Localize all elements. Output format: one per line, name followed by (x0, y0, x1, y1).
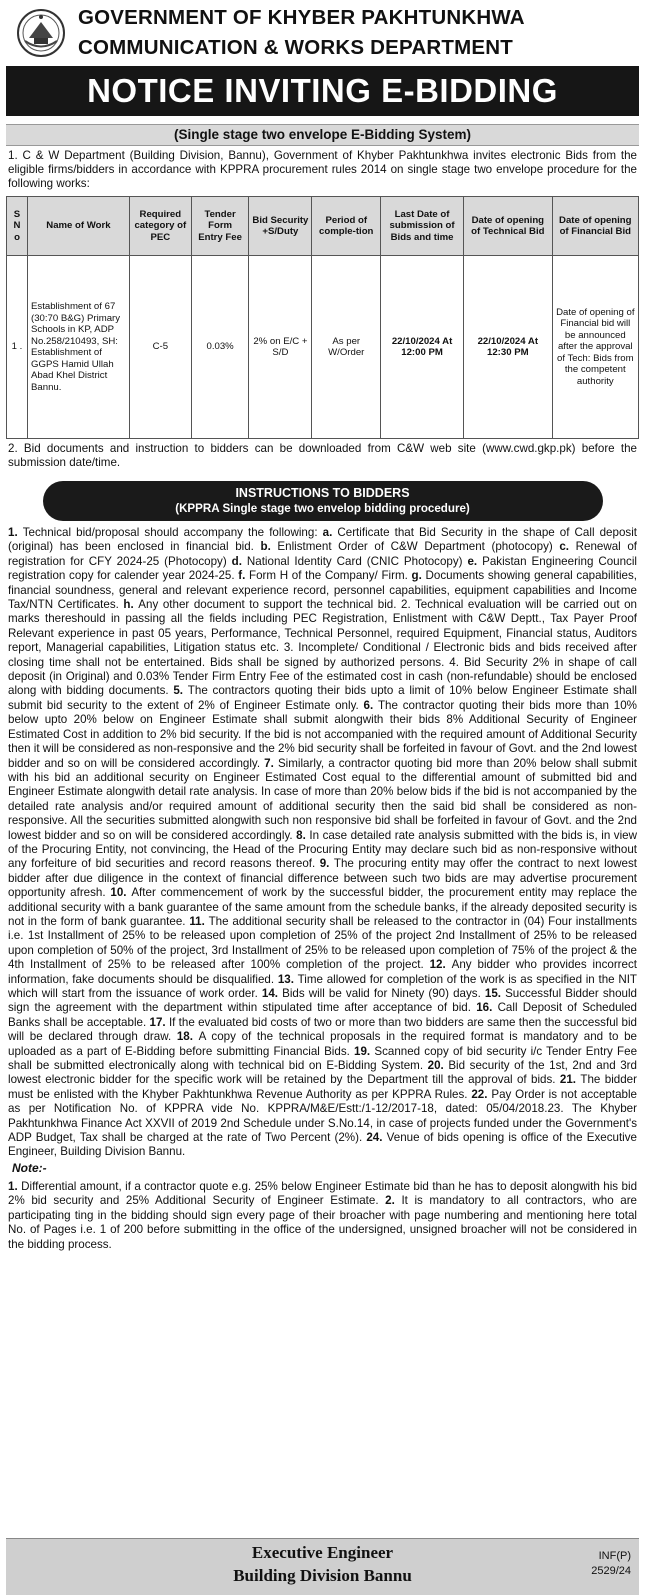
cell-bid-security: 2% on E/C + S/D (249, 256, 312, 439)
item-number: b. (260, 540, 278, 554)
header-technical-bid-date: Date of opening of Technical Bid (464, 197, 553, 256)
instructions-subtitle: (KPPRA Single stage two envelop bidding procedure) (175, 502, 470, 515)
cell-name-of-work: Establishment of 67 (30:70 B&G) Primary Schools in KP, ADP No.258/210493, SH: Establishment of GGPS Hamid Ullah Abad Khel District Bannu. (28, 256, 130, 439)
item-number: 19. (354, 1044, 375, 1058)
item-text: Any other document to support the technical bid. 2. Technical evaluation will be carried out on marks thereshould in passing all the fields including PEC Registration, Enlistment with C&W Deptt., Tax Payer Proof Relevant experience in past 05 years, Performance, Technical Personnel, required Equipment, Financial status, Auditors report, Managerial capabilities, Litigation status etc. 3. Incomplete/ Conditional / Electronic bids and bids received after closing time shall not be entertained. Bids shall be signed by authorized persons. 4. Bid Security 2% in shape of call deposit (in Original) and 0.03% Tender Firm Entry Fee of the estimated cost in cash (non-refundable) should be enclosed along with bidding documents. (8, 598, 637, 698)
note-label: Note:- (12, 1160, 47, 1175)
notice-banner: NOTICE INVITING E-BIDDING (6, 66, 639, 116)
item-number: 7. (264, 756, 278, 770)
item-text: Technical bid/proposal should accompany the following: (22, 526, 323, 539)
bidding-system-subtitle: (Single stage two envelope E-Bidding System) (6, 124, 639, 146)
item-number: 2. (385, 1194, 402, 1208)
instructions-banner (43, 481, 603, 521)
item-text: The bidder must be enlisted with the Khyber Pakhtunkhwa Revenue Authority as per KPPRA Rules. (8, 1073, 637, 1101)
item-text: Pakistan Engineering Council registration copy for calender year 2024-25. (8, 554, 638, 583)
cell-technical-bid-date: 22/10/2024 At 12:30 PM (464, 256, 553, 439)
item-text: In case detailed rate analysis submitted with the bids is, in view of the Procuring Entity, not convincing, the Head of the Procuring Entity may declare such bid as non-responsive without any forfeiture of bid securities and record reasons thereof. (8, 828, 637, 871)
item-number: c. (559, 540, 576, 554)
intro-paragraph-2: 2. Bid documents and instruction to bidders can be downloaded from C&W web site (www.cwd.gkp.pk) before the submission date/time. (8, 442, 637, 469)
item-text: Renewal of registration for CFY 2024-25 (Photocopy) (8, 540, 638, 568)
note-body (8, 1180, 637, 1252)
department-title: COMMUNICATION & WORKS DEPARTMENT (78, 36, 513, 59)
cell-last-date: 22/10/2024 At 12:00 PM (381, 256, 464, 439)
item-number: a. (322, 526, 338, 539)
item-text: After commencement of work by the successful bidder, the procurement entity may replace the additional security with a bank guarantee of the same amount from the schedule banks, if the already deposited security is not in the form of bank guarantee. (8, 886, 638, 928)
item-number: 24. (366, 1131, 387, 1145)
item-text: Venue of bids opening is office of the Executive Engineer, Building Division Bannu. (8, 1131, 637, 1159)
item-text: Successful Bidder should sign the agreement with the department within stipulated time after acceptance of bid. (8, 987, 637, 1015)
item-number: 20. (427, 1059, 449, 1073)
item-text: A copy of the technical proposals in the required format is mandatory and to be uploaded as a part of E-Bidding before submitting Financial Bids. (8, 1030, 638, 1058)
header-completion-period: Period of comple-tion (312, 197, 381, 256)
intro-paragraph-1: 1. C & W Department (Building Division, Bannu), Government of Khyber Pakhtunkhwa invites electronic Bids from the eligible firms/bidders in accordance with KPPRA procurement rules 2014 on single stage two envelope procedure for the following works: (8, 149, 637, 190)
item-number: 11. (189, 914, 209, 928)
table-header-row (7, 197, 639, 256)
header-sno: S N o (7, 197, 28, 256)
item-number: 5. (173, 684, 188, 698)
item-text: Certificate that Bid Security in the shape of Call deposit (original) has been enclosed in financial bid. (8, 526, 637, 554)
item-text: Differential amount, if a contractor quote e.g. 25% below Engineer Estimate bid than he has to deposit alongwith his bid 2% bid security and 25% Additional Security of Engineer Estimate. (8, 1179, 638, 1208)
item-text: The contractors quoting their bids upto a limit of 10% below Engineer Estimate shall submit bid security to the extent of 2% of Engineer Estimate only. (8, 684, 637, 712)
item-text: Enlistment Order of C&W Department (photocopy) (277, 540, 560, 554)
header-last-date: Last Date of submission of Bids and time (381, 197, 464, 256)
signature-footer (6, 1538, 639, 1595)
item-text: The contractor quoting their bids more than 10% below upto 20% below on Engineer Estimate shall submit alongwith their bids 8% Additional Security of Engineer Estimated Cost in addition to 2% bid security. If the bid is not accompanied with the required amount of Additional Security then it will be considered as non-responsive and the 2% bid security shall be forfeited in favour of Govt. and the 2nd lowest bidder and so on will be considered accordingly. (8, 698, 638, 770)
inf-code: INF(P) (598, 1550, 631, 1562)
instructions-body (8, 526, 637, 1160)
item-text: Documents showing general capabilities, financial soundness, general and relevant experience record, personnel capabilities, equipment capabilities and Income Tax/NTN Certificates. (8, 569, 637, 612)
item-text: Similarly, a contractor quoting bid more than 20% below shall submit with his bid an additional security on Engineer Estimated Cost equal to the differential amount of submitted bid and Engineer Estimate alongwith detail rate analysis. In case of more than 20% below bids if the bid is not accompanied by the detailed rate analysis and/or required amount of additional security then the said bid shall be considered as non-responsive. All the securities submitted alongwith such non responsive bid shall be forfeited in favour of Govt. and the 2nd lowest bidder and so on will be considered accordingly. (8, 756, 637, 842)
government-title: GOVERNMENT OF KHYBER PAKHTUNKHWA (78, 6, 525, 29)
item-text: Call Deposit of Scheduled Banks shall be acceptable. (8, 1001, 637, 1029)
item-number: 15. (484, 987, 506, 1000)
inf-reference (591, 1549, 631, 1579)
item-text: Bids will be valid for Ninety (90) days. (282, 987, 485, 1000)
inf-number: 2529/24 (591, 1565, 631, 1577)
item-text: Form H of the Company/ Firm. (249, 569, 412, 583)
header-financial-bid-date: Date of opening of Financial Bid (552, 197, 638, 256)
header-name-of-work: Name of Work (28, 197, 130, 256)
item-text: If the evaluated bid costs of two or more than two bidders are same then the successful bid will be declared through draw. (8, 1015, 637, 1044)
table-row (7, 256, 639, 439)
item-number: 12. (429, 958, 452, 972)
item-number: 18. (176, 1030, 199, 1044)
item-number: 21. (559, 1073, 581, 1087)
item-number: f. (238, 569, 250, 583)
item-number: 22. (471, 1087, 492, 1101)
item-number: 17. (149, 1015, 169, 1029)
item-number: 13. (277, 972, 298, 986)
item-number: g. (411, 569, 426, 583)
item-text: The additional security shall be released to the contractor in (04) Four installments i.e. 1st Installment of 25% to be released upon completion of 25% of the project 2nd Installment of 25% to be released upon completion of 50% of the project, 3rd Installment of 25% to be released upon completion of 75% of the project & the 4th Installment of 25% to be released after 100% completion of the project. (8, 914, 638, 972)
item-text: Time allowed for completion of the work is as specified in the NIT which will start from the issuance of work order. (8, 972, 637, 1000)
item-number: h. (123, 598, 139, 612)
item-text: Pay Order is not acceptable as per Notification No. of KPPRA vide No. KPPRA/M&E/Estt:/1-12/2017-18, dated: 05/04/2018.23. The Khyber Pakhtunkhwa Finance Act XXVII of 2019 2nd Schedule under S.No.14, in case of projects funded under the Government's ADP Budget, Tax shall be charged at the rate of Two Percent (2%). (8, 1087, 637, 1145)
signatory-office: Building Division Bannu (233, 1566, 412, 1585)
header-bid-security: Bid Security +S/Duty (249, 197, 312, 256)
item-number: 14. (261, 987, 283, 1000)
item-number: d. (231, 554, 247, 568)
cell-financial-bid-date: Date of opening of Financial bid will be announced after the approval of Tech: Bids from the competent authority (552, 256, 638, 439)
item-number: 1. (8, 526, 23, 539)
item-number: 1. (8, 1179, 22, 1193)
item-text: Scanned copy of bid security i/c Tender Entry Fee shall be submitted electronically along with technical bid on E-Bidding System. (8, 1044, 638, 1073)
signatory-title: Executive Engineer (251, 1543, 394, 1562)
cell-entry-fee: 0.03% (191, 256, 249, 439)
item-number: e. (467, 554, 483, 568)
cell-sno: 1 . (7, 256, 28, 439)
header-pec-category: Required category of PEC (129, 197, 191, 256)
item-text: Any bidder who provides incorrect information, fake documents should be disqualified. (8, 958, 638, 986)
instructions-title: INSTRUCTIONS TO BIDDERS (235, 486, 410, 500)
item-text: It is mandatory to all contractors, who are participating ting in the bidding should sign every page of their broacher with page numbering and mentioning here total No. of Pages i.e. 1 of 200 before submitting in the office of the undersigned, unsigned broacher will not be considered in the bidding process. (8, 1194, 638, 1251)
item-number: 10. (110, 886, 132, 900)
header (6, 0, 639, 66)
cell-pec-category: C-5 (129, 256, 191, 439)
works-table (6, 196, 639, 439)
cell-completion-period: As per W/Order (312, 256, 381, 439)
item-number: 16. (476, 1001, 498, 1015)
item-text: The procuring entity may offer the contract to next lowest bidder after due diligence in the context of financial difference between such two bids are may advertise procurement opportunity afresh. (8, 857, 638, 900)
item-number: 8. (296, 828, 310, 842)
item-text: National Identity Card (CNIC Photocopy) (246, 554, 468, 568)
item-number: 6. (363, 698, 378, 712)
item-number: 9. (319, 857, 334, 871)
header-entry-fee: Tender Form Entry Fee (191, 197, 249, 256)
government-emblem-icon (16, 8, 66, 58)
item-text: Bid security of the 1st, 2nd and 3rd lowest electronic bidder for the specific work will be retained by the Department till the approval of bids. (8, 1059, 637, 1087)
